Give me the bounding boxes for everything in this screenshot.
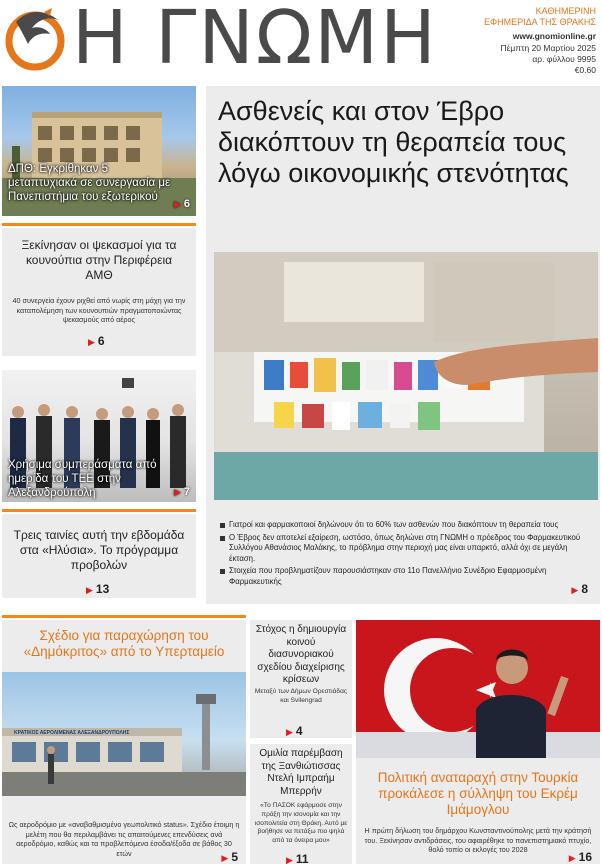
- middle-story1-panel: [250, 620, 352, 738]
- issue-date: Πέμπτη 20 Μαρτίου 2025: [500, 43, 596, 53]
- story3-page: 7: [183, 486, 190, 498]
- tagline-newspaper: ΕΦΗΜΕΡΙΔΑ ΤΗΣ ΘΡΑΚΗΣ: [483, 17, 596, 27]
- story4-page: 13: [95, 582, 110, 596]
- middle2-title[interactable]: Ομιλία παρέμβαση της Ξανθιώτισσας Ντελή Ιμπραήμ Μπερρήν: [259, 748, 343, 797]
- lead-bullets: [220, 520, 592, 589]
- issue-number: αρ. φύλλου 9995: [532, 54, 596, 64]
- story3-caption[interactable]: Χρήσιμα συμπεράσματα από ημερίδα του ΤΕΕ στην Αλεξανδρούπολη: [8, 459, 157, 499]
- masthead-title: Η ΓΝΩΜΗ: [72, 0, 438, 81]
- middle2-page-ref: ▶ 11: [286, 852, 309, 864]
- dove-logo-icon: [4, 6, 66, 72]
- lead-bullet-1: Γιατροί και φαρμακοποιοί δηλώνουν ότι το 60% των ασθενών που διακόπτουν τη θεραπεία τους: [220, 520, 592, 531]
- masthead-info: [446, 6, 596, 76]
- tee-event-photo: [2, 370, 196, 502]
- website[interactable]: www.gnomionline.gr: [512, 31, 596, 41]
- story2-summary: 40 συνεργεία έχουν ριχθεί από νωρίς στη μάχη για την καταπολέμηση των κουνουπιών πραγματοποιώντας ψεκασμούς από αέρος: [12, 296, 186, 324]
- masthead: [0, 0, 602, 80]
- story1-page: 6: [183, 198, 190, 210]
- turkey-summary: Η πρώτη δήλωση του δημάρχου Κωνσταντινούπολης μετά την κράτησή του. Ξεκίνησαν αντιδράσεις, του αφαιρέθηκε το πανεπιστημιακό πτυχίο, θολό τοπίο οι εκλογές του 2028: [364, 826, 592, 854]
- airport-summary: Ως αεροδρόμιο με «αναβαθμισμένο γεωπολιτικό status». Σχέδιο έτοιμη η μελέτη που θα περιλαμβάνει τις απαιτούμενες επενδύσεις ανά αεροδρόμιο, καθώς και τα προβλεπόμενα έσοδα/έξοδα σε βάθος 30 ετών: [8, 820, 240, 858]
- tagline-daily: ΚΑΘΗΜΕΡΙΝΗ: [535, 6, 596, 16]
- story1-caption[interactable]: ΔΠΘ: Εγκρίθηκαν 5 μεταπτυχιακά σε συνεργασία με Πανεπιστήμια του εξωτερικού: [8, 163, 171, 203]
- price: €0.60: [574, 65, 596, 75]
- middle-story2-panel: [250, 744, 352, 864]
- turkey-title[interactable]: Πολιτική αναταραχή στην Τουρκία προκάλεσε η σύλληψη του Εκρέμ Ιμάμογλου: [377, 770, 579, 817]
- lead-headline[interactable]: Ασθενείς και στον Έβρο διακόπτουν τη θεραπεία τους λόγω οικονομικής στενότητας: [218, 96, 569, 188]
- middle1-page-ref: ▶ 4: [286, 724, 303, 738]
- middle1-title[interactable]: Στόχος η δημιουργία κοινού διασυνοριακού σχεδίου διαχείρισης κρίσεων: [255, 624, 347, 685]
- lead-bullet-3: Στοιχεία που προβληματίζουν παρουσιάστηκαν στο 11ο Πανελλήνιο Συνέδριο Εφαρμοσμένη Φαρμακευτικής: [220, 566, 592, 587]
- middle2-page: 11: [295, 852, 309, 864]
- university-photo: [2, 86, 196, 216]
- story4-divider: [2, 509, 196, 512]
- pharmacy-photo: [214, 252, 598, 500]
- story2-page: 6: [97, 334, 105, 348]
- airport-sign: ΚΡΑΤΙΚΟΣ ΑΕΡΟΛΙΜΕΝΑΣ ΑΛΕΞΑΝΔΡΟΥΠΟΛΗΣ: [14, 730, 130, 736]
- middle1-page: 4: [295, 724, 303, 738]
- lead-page-ref: ▶ 8: [571, 582, 588, 596]
- story4-title[interactable]: Τρεις ταινίες αυτή την εβδομάδα στα «Ηλύσια». Το πρόγραμμα προβολών: [13, 528, 185, 572]
- story2-panel: [2, 228, 196, 356]
- airport-page: 5: [231, 850, 238, 864]
- lead-bullet-2: Ο Έβρος δεν αποτελεί εξαίρεση, ωστόσο, όπως δηλώνει στη ΓΝΩΜΗ ο πρόεδρος του Φαρμακευτικού Συλλόγου Αθανάσιος Μαλάκης, το πρόβλημα στην περιοχή μας είναι υπαρκτό, αλλά όχι σε μεγάλη έκταση.: [220, 533, 592, 565]
- story4-page-ref: ▶ 13: [86, 582, 110, 596]
- airport-title[interactable]: Σχέδιο για παραχώρηση του «Δημόκριτος» από το Υπερταμείο: [23, 628, 225, 659]
- airport-page-ref: ▶ 5: [221, 850, 238, 864]
- lead-story-panel: [206, 86, 600, 604]
- middle1-summary: Μεταξύ των Δήμων Ορεστιάδας και Svilengrad: [254, 688, 348, 704]
- airport-divider: [2, 615, 246, 618]
- airport-photo: [2, 672, 246, 796]
- story2-divider: [2, 223, 196, 226]
- middle2-summary: «Το ΠΑΣΟΚ εφάρμοσε στην πράξη την ισονομία και την ισοπολιτεία στη Θράκη. Αυτό με βοήθησε να πετάξω πιο ψηλά από τα όνειρα μου»: [254, 802, 348, 845]
- story2-title[interactable]: Ξεκίνησαν οι ψεκασμοί για τα κουνούπια στην Περιφέρεια ΑΜΘ: [21, 238, 177, 282]
- story1-page-ref: ▶ 6: [173, 198, 190, 210]
- turkey-page: 16: [578, 850, 592, 864]
- airport-story-panel: [2, 620, 246, 864]
- turkey-page-ref: ▶ 16: [568, 850, 592, 864]
- imamoglu-photo: [356, 620, 600, 758]
- story4-panel: [2, 514, 196, 598]
- story3-page-ref: ▶ 7: [173, 486, 190, 498]
- story2-page-ref: ▶ 6: [88, 334, 105, 348]
- lead-page: 8: [581, 582, 588, 596]
- turkey-story-panel: [356, 620, 600, 864]
